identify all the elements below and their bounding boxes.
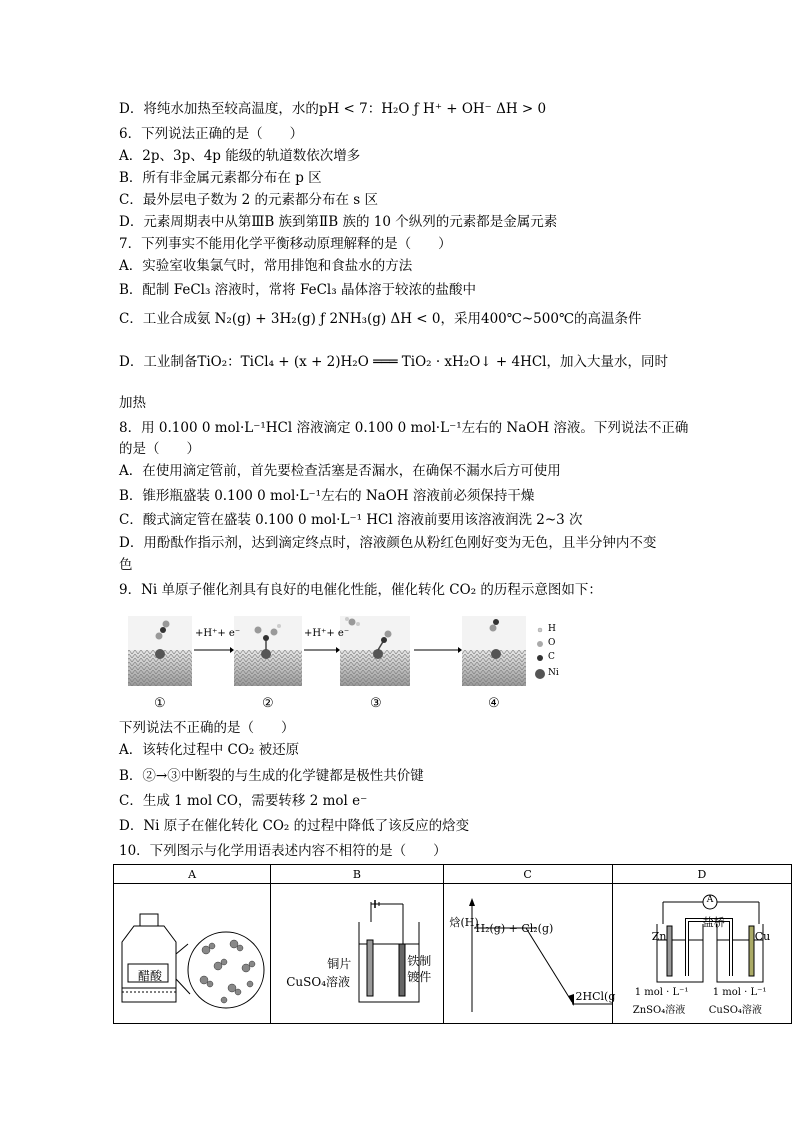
legend-o: O (548, 638, 556, 648)
cell-d (612, 884, 791, 1024)
step-1-panel (128, 616, 192, 686)
q7-option-d-cont: 加热 (119, 395, 146, 411)
acetic-acid-label: 醋酸 (138, 969, 163, 983)
legend-ni: Ni (548, 668, 559, 678)
cuso4-solution-label: CuSO₄溶液 (286, 975, 351, 989)
cuso4-conc-label: 1 mol · L⁻¹ (712, 987, 767, 998)
znso4-conc-label: 1 mol · L⁻¹ (634, 987, 689, 998)
step-2-panel (234, 616, 302, 686)
cu-electrode-label: Cu (754, 930, 771, 943)
q6-stem: 6．下列说法正确的是（ ） (119, 126, 304, 142)
step-4-label: ④ (488, 696, 500, 711)
q8-option-c: C．酸式滴定管在盛装 0.100 0 mol·L⁻¹ HCl 溶液前要用该溶液润洗 2~3 次 (119, 512, 583, 528)
ammeter-label: A (706, 895, 714, 905)
q6-option-c: C．最外层电子数为 2 的元素都分布在 s 区 (119, 192, 379, 208)
table-header-a: A (114, 865, 271, 884)
legend-h: H (548, 624, 556, 634)
q6-option-d: D．元素周期表中从第ⅢB 族到第ⅡB 族的 10 个纵列的元素都是金属元素 (119, 214, 558, 230)
galvanic-cell-figure (613, 884, 791, 1020)
q9-option-b: B．②→③中断裂的与生成的化学键都是极性共价键 (119, 768, 424, 784)
table-header-d: D (612, 865, 791, 884)
q8-stem-cont: 的是（ ） (119, 441, 200, 457)
q7-option-b: B．配制 FeCl₃ 溶液时，常将 FeCl₃ 晶体溶于较浓的盐酸中 (119, 282, 476, 298)
q6-option-a: A．2p、3p、4p 能级的轨道数依次增多 (119, 148, 361, 164)
arrow-2-label: +H⁺+ e⁻ (304, 628, 350, 639)
cell-a (114, 884, 271, 1024)
plated-item-label: 镀件 (407, 970, 432, 984)
table-header-c: C (443, 865, 612, 884)
q6-option-b: B．所有非金属元素都分布在 p 区 (119, 170, 322, 186)
q7-option-c: C．工业合成氨 N₂(g) + 3H₂(g) ƒ 2NH₃(g) ΔH < 0，采用400℃~500℃的高温条件 (119, 311, 642, 327)
step-2-label: ② (262, 696, 274, 711)
product-label: 2HCl(g (575, 990, 616, 1003)
arrow-1-label: +H⁺+ e⁻ (195, 628, 241, 639)
q9-stem: 9．Ni 单原子催化剂具有良好的电催化性能，催化转化 CO₂ 的历程示意图如下： (119, 582, 602, 598)
ni-catalysis-diagram (126, 610, 616, 710)
catalysis-figure (126, 610, 616, 710)
q9-substem: 下列说法不正确的是（ ） (119, 720, 295, 736)
salt-bridge-label: 盐桥 (702, 916, 725, 929)
cell-c (443, 884, 616, 1024)
znso4-solution-label: ZnSO₄溶液 (632, 1005, 686, 1016)
cuso4-solution-label-d: CuSO₄溶液 (708, 1005, 762, 1016)
q8-option-d: D．用酚酞作指示剂，达到滴定终点时，溶液颜色从粉红色刚好变为无色，且半分钟内不变 (119, 535, 657, 551)
q7-option-a: A．实验室收集氯气时，常用排饱和食盐水的方法 (119, 258, 413, 274)
q5-option-d: D．将纯水加热至较高温度，水的pH < 7：H₂O ƒ H⁺ + OH⁻ ΔH > 0 (119, 101, 547, 117)
q7-option-d: D．工业制备TiO₂：TiCl₄ + (x + 2)H₂O ═══ TiO₂ · xH₂O↓ + 4HCl，加入大量水，同时 (119, 354, 669, 370)
q8-option-b: B．锥形瓶盛装 0.100 0 mol·L⁻¹左右的 NaOH 溶液前必须保持干燥 (119, 488, 535, 504)
iron-label: 铁制 (407, 954, 432, 968)
legend-c: C (548, 652, 555, 662)
q10-table (113, 864, 792, 1024)
q8-stem: 8．用 0.100 0 mol·L⁻¹HCl 溶液滴定 0.100 0 mol·L⁻¹左右的 NaOH 溶液。下列说法不正确 (119, 420, 689, 436)
copper-sheet-label: 铜片 (327, 957, 352, 971)
step-1-label: ① (154, 696, 166, 711)
step-3-label: ③ (370, 696, 382, 711)
q8-option-a: A．在使用滴定管前，首先要检查活塞是否漏水，在确保不漏水后方可使用 (119, 463, 561, 479)
enthalpy-axis-label: 焓(H) (449, 916, 479, 929)
q10-stem: 10．下列图示与化学用语表述内容不相符的是（ ） (119, 843, 447, 859)
q9-option-c: C．生成 1 mol CO，需要转移 2 mol e⁻ (119, 793, 368, 809)
q9-option-a: A．该转化过程中 CO₂ 被还原 (119, 742, 300, 758)
reactants-label: H₂(g) + Cl₂(g) (475, 922, 554, 935)
step-4-panel (462, 616, 526, 686)
q9-option-d: D．Ni 原子在催化转化 CO₂ 的过程中降低了该反应的焓变 (119, 818, 470, 834)
q8-option-d-cont: 色 (119, 557, 133, 573)
zn-electrode-label: Zn (651, 930, 667, 943)
table-header-b: B (271, 865, 443, 884)
step-3-panel (340, 616, 410, 686)
q7-stem: 7．下列事实不能用化学平衡移动原理解释的是（ ） (119, 236, 452, 252)
acetic-acid-figure (114, 884, 270, 1020)
cell-b (271, 884, 443, 1024)
